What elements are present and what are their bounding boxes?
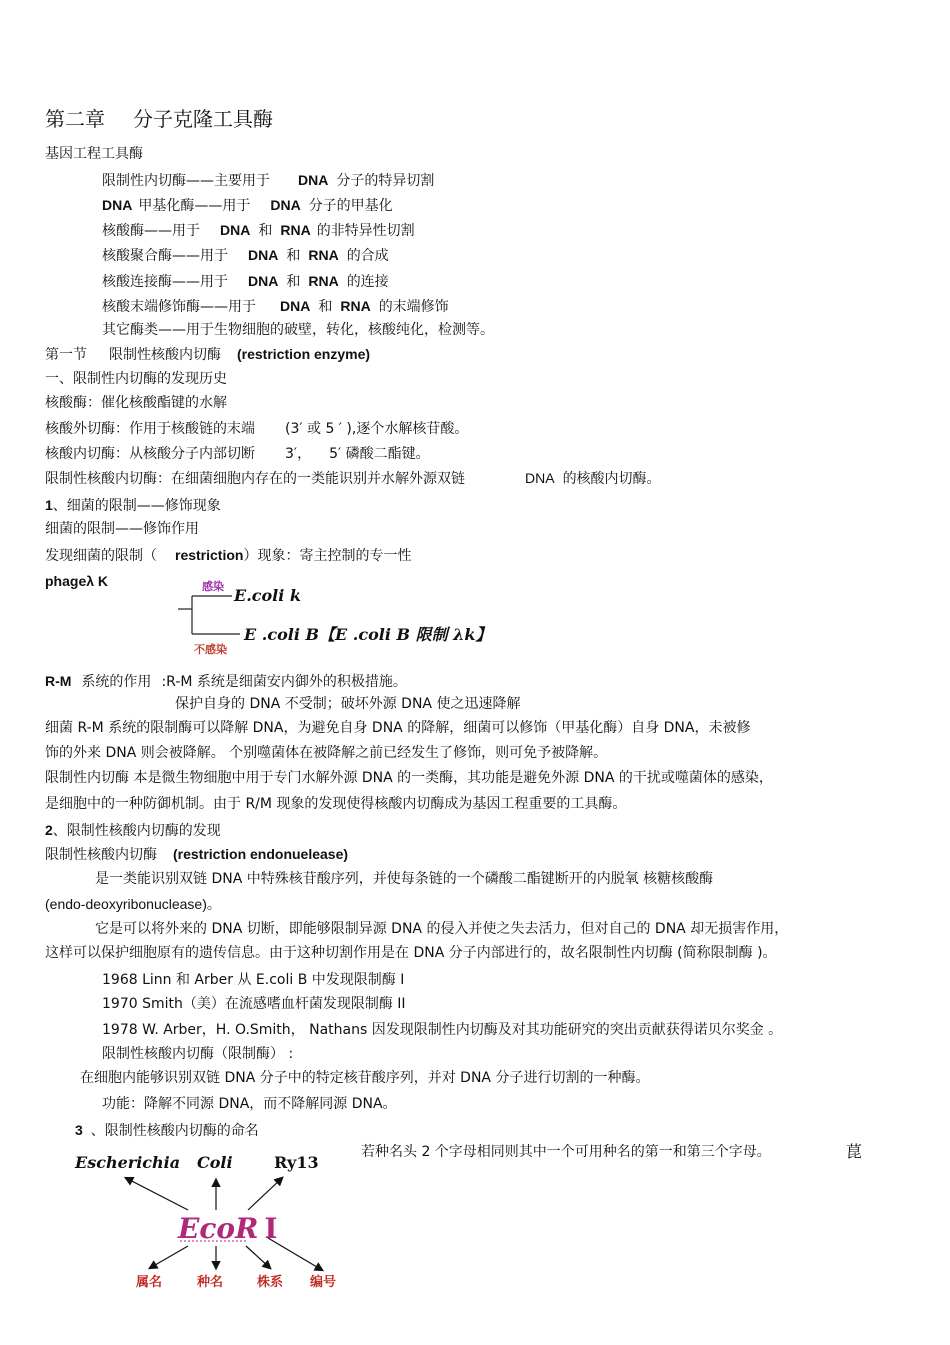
rm-paragraph-4: 是细胞中的一种防御机制。由于 R/M 现象的发现使得核酸内切酶成为基因工程重要的工具酶。	[45, 796, 627, 812]
overview-item-7: 其它酶类——用于生物细胞的破壁，转化，核酸纯化，检测等。	[102, 322, 494, 338]
history-1968: 1968 Linn 和 Arber 从 E.coli B 中发现限制酶 I	[102, 972, 405, 988]
overview-item-4: 核酸聚合酶——用于 DNA 和 RNA 的合成	[102, 247, 389, 264]
subsection-history: 一、限制性内切酶的发现历史	[45, 371, 227, 387]
subheading-naming: 3 、限制性核酸内切酶的命名	[75, 1122, 259, 1139]
ecori-naming-diagram	[70, 1148, 360, 1293]
restriction-phenomenon: 发现细菌的限制（ restriction）现象：寄主控制的专一性	[45, 547, 412, 564]
restriction-endonuclease-term: 限制性核酸内切酶 (restriction endonuelease)	[45, 846, 349, 863]
section1-heading: 第一节 限制性核酸内切酶 (restriction enzyme)	[45, 346, 371, 363]
genus-label: Escherichia	[75, 1153, 181, 1172]
restriction-enzyme-def: 限制性核酸内切酶：在细菌细胞内存在的一类能识别并水解外源双链 DNA 的核酸内切酶。	[45, 470, 661, 487]
overview-item-5: 核酸连接酶——用于 DNA 和 RNA 的连接	[102, 273, 389, 290]
arrow-genus	[126, 1178, 188, 1210]
species-label: Coli	[197, 1153, 233, 1172]
label-genus: 属名	[136, 1275, 163, 1290]
rm-system-line: R-M 系统的作用 :R-M 系统是细菌安内御外的积极措施。	[45, 673, 407, 690]
function-text: 功能：降解不同源 DNA，而不降解同源 DNA。	[102, 1096, 397, 1112]
arrow-strain	[248, 1178, 282, 1210]
subheading-discovery: 2、限制性核酸内切酶的发现	[45, 822, 221, 839]
overview-item-3: 核酸酶——用于 DNA 和 RNA 的非特异性切割	[102, 222, 415, 239]
label-species: 种名	[197, 1275, 224, 1290]
exonuclease-def: 核酸外切酶：作用于核酸链的末端 (3′ 或 5 ′ ),逐个水解核苷酸。	[45, 421, 469, 437]
no-infect-label: 不感染	[194, 643, 227, 656]
history-1978: 1978 W. Arber，H. O.Smith， Nathans 因发现限制性内切酶及对其功能研究的突出贡献获得诺贝尔奖金 。	[102, 1022, 783, 1038]
arrow-number-label	[268, 1238, 322, 1270]
naming-note: 若种名头 2 个字母相同则其中一个可用种名的第一和第三个字母。	[361, 1144, 771, 1160]
definition-heading: 限制性核酸内切酶（限制酶） :	[102, 1046, 294, 1062]
restriction-modification-line: 细菌的限制——修饰作用	[45, 521, 199, 537]
phage-infection-diagram	[170, 574, 530, 660]
label-number: 编号	[310, 1275, 337, 1290]
rm-paragraph-1: 细菌 R-M 系统的限制酶可以降解 DNA，为避免自身 DNA 的降解，细菌可以修饰（甲基化酶）自身 DNA，未被修	[45, 720, 751, 736]
definition-text: 在细胞内能够识别双链 DNA 分子中的特定核苷酸序列，并对 DNA 分子进行切割的一种酶。	[80, 1070, 650, 1086]
nuclease-def: 核酸酶：催化核酸酯键的水解	[45, 395, 227, 411]
strain-label: Ry13	[274, 1153, 319, 1172]
rm-system-role: 保护自身的 DNA 不受制；破坏外源 DNA 使之迅速降解	[175, 696, 521, 712]
arrow-strain-label	[246, 1246, 270, 1268]
discovery-paragraph-3: 它是可以将外来的 DNA 切断，即能够限制异源 DNA 的侵入并使之失去活力，但对自己的 DNA 却无损害作用，	[95, 921, 789, 937]
infect-label: 感染	[202, 580, 224, 593]
overview-item-2: DNA 甲基化酶——用于 DNA 分子的甲基化	[102, 197, 393, 214]
label-strain: 株系	[257, 1275, 284, 1290]
rm-paragraph-2: 饰的外来 DNA 则会被降解。 个别噬菌体在被降解之前已经发生了修饰，则可免予被降解。	[45, 745, 608, 761]
discovery-paragraph-2: (endo-deoxyribonuclease)。	[45, 896, 221, 912]
arrow-genus-label	[150, 1246, 188, 1268]
history-1970: 1970 Smith（美）在流感嗜血杆菌发现限制酶 II	[102, 996, 406, 1012]
naming-glyph: 菎	[846, 1142, 863, 1161]
discovery-paragraph-1: 是一类能识别双链 DNA 中特殊核苷酸序列，并使每条链的一个磷酸二酯键断开的内脱氧 核糖核酸酶	[95, 871, 714, 887]
endonuclease-def: 核酸内切酶：从核酸分子内部切断 3′， 5′ 磷酸二酯键。	[45, 446, 430, 462]
ecor-name: EcoR I	[178, 1212, 278, 1245]
overview-item-6: 核酸末端修饰酶——用于 DNA 和 RNA 的末端修饰	[102, 298, 449, 315]
discovery-paragraph-4: 这样可以保护细胞原有的遗传信息。由于这种切割作用是在 DNA 分子内部进行的，故名限制性内切酶 (简称限制酶 )。	[45, 945, 777, 961]
top-strain-label: E.coli k	[234, 586, 301, 605]
overview-item-1: 限制性内切酶——主要用于 DNA 分子的特异切割	[102, 172, 435, 189]
phage-label: phageλ K	[45, 573, 109, 589]
subheading-restriction-modification: 1、细菌的限制——修饰现象	[45, 497, 221, 514]
overview-heading: 基因工程工具酶	[45, 146, 143, 162]
bottom-strain-label: E .coli B【E .coli B 限制 λk】	[244, 625, 492, 644]
rm-paragraph-3: 限制性内切酶 本是微生物细胞中用于专门水解外源 DNA 的一类酶，其功能是避免外源 DNA 的干扰或噬菌体的感染，	[45, 770, 773, 786]
chapter-title: 第二章 分子克隆工具酶	[45, 107, 273, 131]
